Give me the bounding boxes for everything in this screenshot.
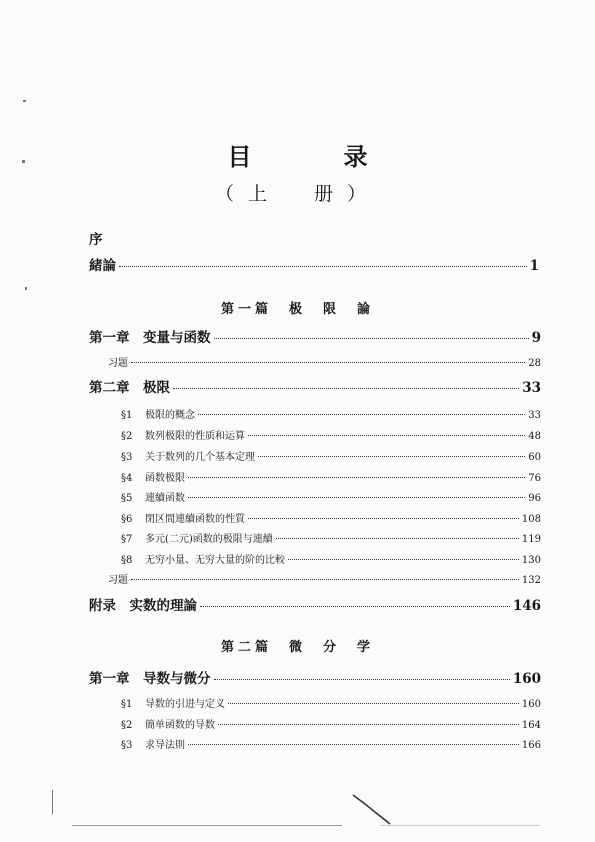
part-heading: 第一篇 极 限 論	[220, 302, 374, 317]
toc-entry-label: 习题	[108, 358, 128, 369]
toc-exercises	[108, 573, 541, 589]
toc-section	[121, 532, 541, 548]
scan-speck	[25, 287, 27, 290]
toc-entry-label: 第一章 导数与微分	[89, 671, 211, 687]
toc-entry-label: 序	[89, 232, 103, 248]
toc-entry-page: 160	[521, 699, 541, 710]
toc-entry-page: 1	[529, 258, 539, 274]
toc-entry-page: 166	[521, 740, 541, 751]
toc-entry-page: 76	[528, 473, 541, 484]
dot-leader	[188, 497, 525, 498]
toc-section	[121, 512, 541, 528]
toc-entry-label: 数列极限的性质和运算	[145, 431, 245, 442]
toc-entry-page: 132	[521, 575, 541, 586]
dot-leader	[188, 477, 525, 478]
toc-entry-label: 极限的概念	[145, 410, 195, 421]
toc-entry-page: 146	[512, 598, 541, 614]
section-number: §2	[121, 431, 133, 442]
dot-leader	[188, 744, 519, 745]
toc-exercises	[108, 356, 541, 372]
toc-entry-page: 164	[521, 720, 541, 731]
toc-section	[121, 718, 541, 734]
toc-section	[121, 553, 541, 569]
dot-leader	[173, 388, 519, 389]
dot-leader	[276, 538, 519, 539]
toc-entry-label: 多元(二元)函数的极限与連續	[145, 534, 273, 545]
toc-entry-label: 求导法則	[145, 740, 185, 751]
toc-entry-page: 160	[512, 671, 541, 687]
toc-entry-page: 28	[528, 358, 541, 369]
toc-section	[121, 491, 541, 507]
section-number: §2	[121, 720, 133, 731]
scan-speck	[22, 160, 25, 163]
dot-leader	[258, 456, 525, 457]
toc-entry-page: 9	[531, 330, 541, 346]
dot-leader	[214, 679, 510, 680]
section-number: §1	[121, 699, 133, 710]
section-number: §1	[121, 410, 133, 421]
toc-chapter	[89, 671, 541, 687]
dot-leader	[119, 266, 527, 267]
toc-entry-page: 60	[528, 452, 541, 463]
page-title: 目 录	[227, 142, 402, 171]
toc-entry-label: 第一章 变量与函数	[89, 330, 211, 346]
toc-section	[121, 738, 541, 754]
toc-entry-label: 連續函数	[145, 493, 185, 504]
toc-entry-label: 閉区間連續函数的性質	[145, 514, 245, 525]
toc-entry-page: 33	[522, 380, 541, 396]
dot-leader	[228, 703, 519, 704]
section-number: §6	[121, 514, 133, 525]
page-subtitle: （上 册）	[214, 183, 380, 205]
part-heading: 第二篇 微 分 学	[220, 640, 374, 655]
toc-entry-label: 簡单函数的导数	[145, 720, 215, 731]
dot-leader	[218, 724, 519, 725]
section-number: §7	[121, 534, 133, 545]
toc-entry-preface	[89, 232, 539, 248]
toc-chapter	[89, 380, 541, 396]
toc-entry-page: 119	[521, 534, 541, 545]
dot-leader	[214, 338, 529, 339]
section-number: §5	[121, 493, 133, 504]
dot-leader	[131, 579, 519, 580]
toc-appendix	[89, 598, 541, 614]
dot-leader	[248, 435, 525, 436]
toc-entry-label: 导数的引进与定义	[145, 699, 225, 710]
toc-entry-page: 48	[528, 431, 541, 442]
toc-entry-label: 附录 实数的理論	[89, 598, 197, 614]
scan-speck	[23, 100, 26, 102]
scan-streak	[72, 825, 342, 826]
toc-entry-page: 33	[528, 410, 541, 421]
dot-leader	[288, 559, 519, 560]
section-number: §4	[121, 473, 133, 484]
toc-entry-page: 108	[521, 514, 541, 525]
toc-section	[121, 697, 541, 713]
dot-leader	[200, 606, 510, 607]
dot-leader	[131, 362, 525, 363]
toc-entry-label: 函数极限	[145, 473, 185, 484]
toc-chapter	[89, 330, 541, 346]
toc-entry-introduction	[89, 258, 539, 274]
section-number: §3	[121, 740, 133, 751]
section-number: §3	[121, 452, 133, 463]
toc-entry-page: 130	[521, 555, 541, 566]
toc-section	[121, 408, 541, 424]
scan-stroke-mark	[350, 792, 410, 832]
toc-section	[121, 471, 541, 487]
dot-leader	[198, 414, 525, 415]
toc-entry-label: 习题	[108, 575, 128, 586]
scan-speck	[52, 790, 53, 814]
section-number: §8	[121, 555, 133, 566]
toc-entry-label: 緒論	[89, 258, 116, 274]
dot-leader	[248, 518, 519, 519]
toc-entry-label: 第二章 极限	[89, 380, 170, 396]
toc-entry-label: 关于数列的几个基本定理	[145, 452, 255, 463]
toc-section	[121, 429, 541, 445]
toc-entry-label: 无穷小量、无穷大量的阶的比較	[145, 555, 285, 566]
toc-section	[121, 450, 541, 466]
toc-entry-page: 96	[528, 493, 541, 504]
